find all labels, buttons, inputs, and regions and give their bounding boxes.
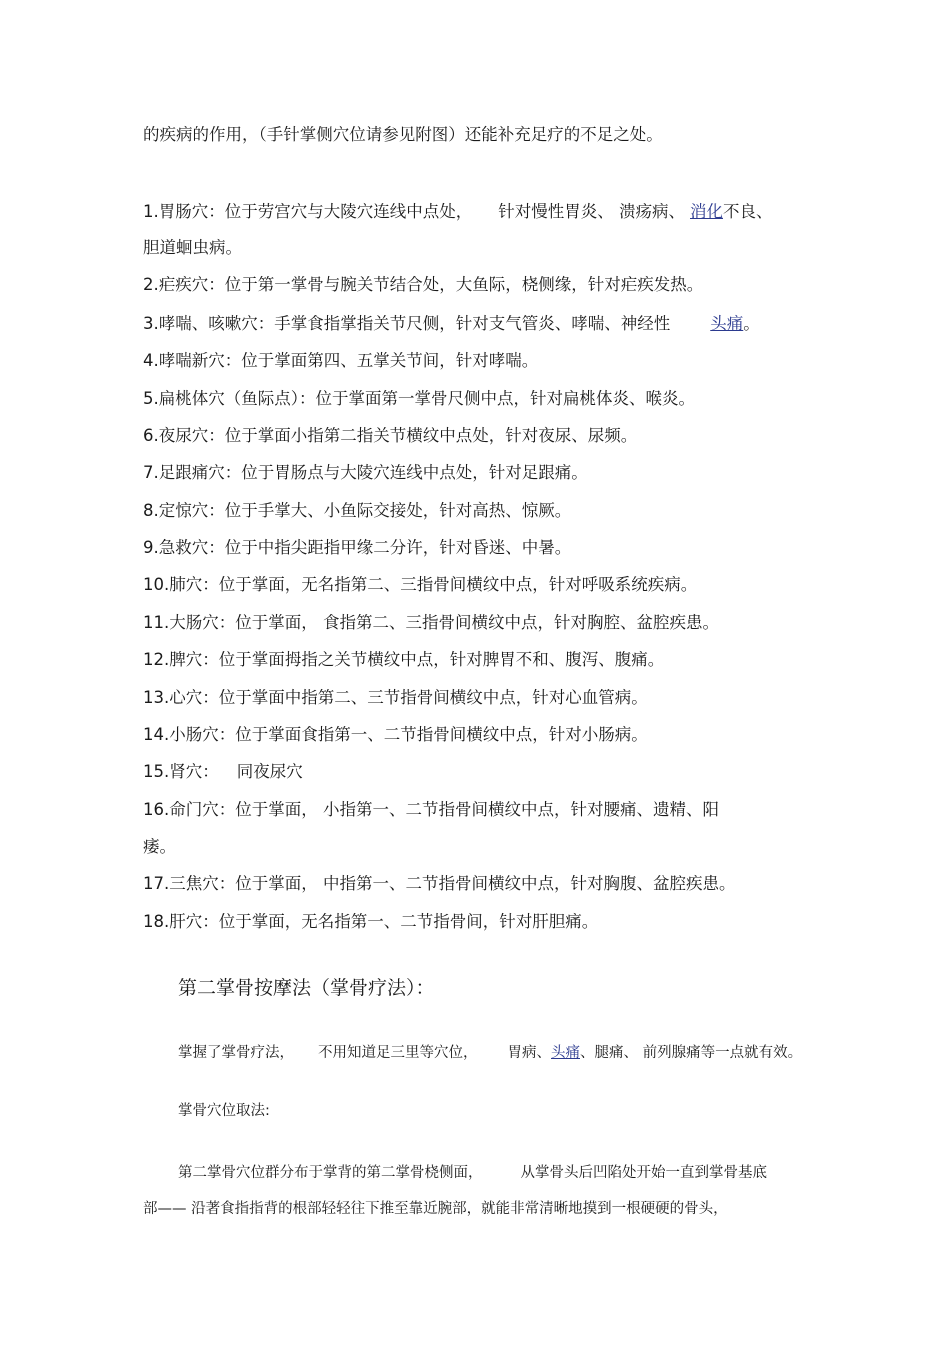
acupoint-item-6: 6.夜尿穴：位于掌面小指第二指关节横纹中点处，针对夜尿、尿频。: [143, 426, 638, 445]
intro-text: 的疾病的作用，（手针掌侧穴位请参见附图）还能补充足疗的不足之处。: [143, 125, 663, 144]
acupoint-item-3: [143, 312, 760, 336]
acupoint-item-3-tail: 。: [743, 314, 760, 333]
section-heading: 第二掌骨按摩法（掌骨疗法）：: [178, 977, 435, 999]
acupoint-item-13: 13.心穴：位于掌面中指第二、三节指骨间横纹中点，针对心血管病。: [143, 688, 648, 707]
acupoint-item-12: 12.脾穴：位于掌面拇指之关节横纹中点，针对脾胃不和、腹泻、腹痛。: [143, 650, 665, 669]
acupoint-item-16: 16.命门穴：位于掌面， 小指第一、二节指骨间横纹中点，针对腰痛、遗精、阳: [143, 800, 719, 819]
acupoint-item-1-tail: 不良、: [723, 202, 773, 221]
acupoint-item-3-text: 3.哮喘、咳嗽穴：手掌食指掌指关节尺侧，针对支气管炎、哮喘、神经性: [143, 314, 671, 333]
p3-part-b: 从掌骨头后凹陷处开始一直到掌骨基底: [520, 1165, 767, 1181]
acupoint-item-8: 8.定惊穴：位于手掌大、小鱼际交接处，针对高热、惊厥。: [143, 501, 572, 520]
acupoint-item-15-title: 15.肾穴：: [143, 762, 219, 781]
acupoint-item-9: 9.急救穴：位于中指尖距指甲缘二分许，针对昏迷、中暑。: [143, 538, 572, 557]
section-paragraph-3: [178, 1162, 767, 1184]
acupoint-item-7: 7.足跟痛穴：位于胃肠点与大陵穴连线中点处，针对足跟痛。: [143, 463, 588, 482]
acupoint-item-17: 17.三焦穴：位于掌面， 中指第一、二节指骨间横纹中点，针对胸腹、盆腔疾患。: [143, 874, 736, 893]
section-paragraph-3-continued: 部—— 沿著食指指背的根部轻轻往下推至靠近腕部，就能非常清晰地摸到一根硬硬的骨头，: [143, 1201, 728, 1217]
acupoint-item-4: 4.哮喘新穴：位于掌面第四、五掌关节间，针对哮喘。: [143, 351, 539, 370]
acupoint-item-16-continued: 痿。: [143, 837, 176, 856]
acupoint-item-15-text: 同夜尿穴: [236, 762, 303, 781]
acupoint-item-2: 2.疟疾穴：位于第一掌骨与腕关节结合处，大鱼际，桡侧缘，针对疟疾发热。: [143, 275, 704, 294]
p1-part-c: 胃病、: [507, 1045, 551, 1061]
acupoint-item-14: 14.小肠穴：位于掌面食指第一、二节指骨间横纹中点，针对小肠病。: [143, 725, 648, 744]
acupoint-item-11: 11.大肠穴：位于掌面， 食指第二、三指骨间横纹中点，针对胸腔、盆腔疾患。: [143, 613, 719, 632]
p1-part-a: 掌握了掌骨疗法，: [178, 1045, 294, 1061]
acupoint-item-5: 5.扁桃体穴（鱼际点）：位于掌面第一掌骨尺侧中点，针对扁桃体炎、喉炎。: [143, 389, 695, 408]
section-paragraph-1: [178, 1042, 802, 1064]
acupoint-item-18: 18.肝穴：位于掌面，无名指第一、二节指骨间，针对肝胆痛。: [143, 912, 599, 931]
p1-part-d: 、腿痛、 前列腺痛等一点就有效。: [580, 1045, 803, 1061]
acupoint-item-1-continued: 胆道蛔虫病。: [143, 238, 242, 257]
digestion-link[interactable]: 消化: [690, 202, 723, 221]
section-paragraph-2: 掌骨穴位取法:: [178, 1103, 270, 1119]
headache-link[interactable]: 头痛: [710, 314, 744, 333]
acupoint-item-1: [143, 200, 773, 224]
acupoint-item-10: 10.肺穴：位于掌面，无名指第二、三指骨间横纹中点，针对呼吸系统疾病。: [143, 575, 698, 594]
acupoint-item-1-indication: 针对慢性胃炎、 溃疡病、: [498, 202, 685, 221]
acupoint-item-15: [143, 760, 303, 784]
p3-part-a: 第二掌骨穴位群分布于掌背的第二掌骨桡侧面，: [178, 1165, 483, 1181]
headache-link-2[interactable]: 头痛: [551, 1045, 580, 1061]
p1-part-b: 不用知道足三里等穴位，: [318, 1045, 478, 1061]
acupoint-item-1-location: 1.胃肠穴：位于劳宫穴与大陵穴连线中点处，: [143, 202, 473, 221]
